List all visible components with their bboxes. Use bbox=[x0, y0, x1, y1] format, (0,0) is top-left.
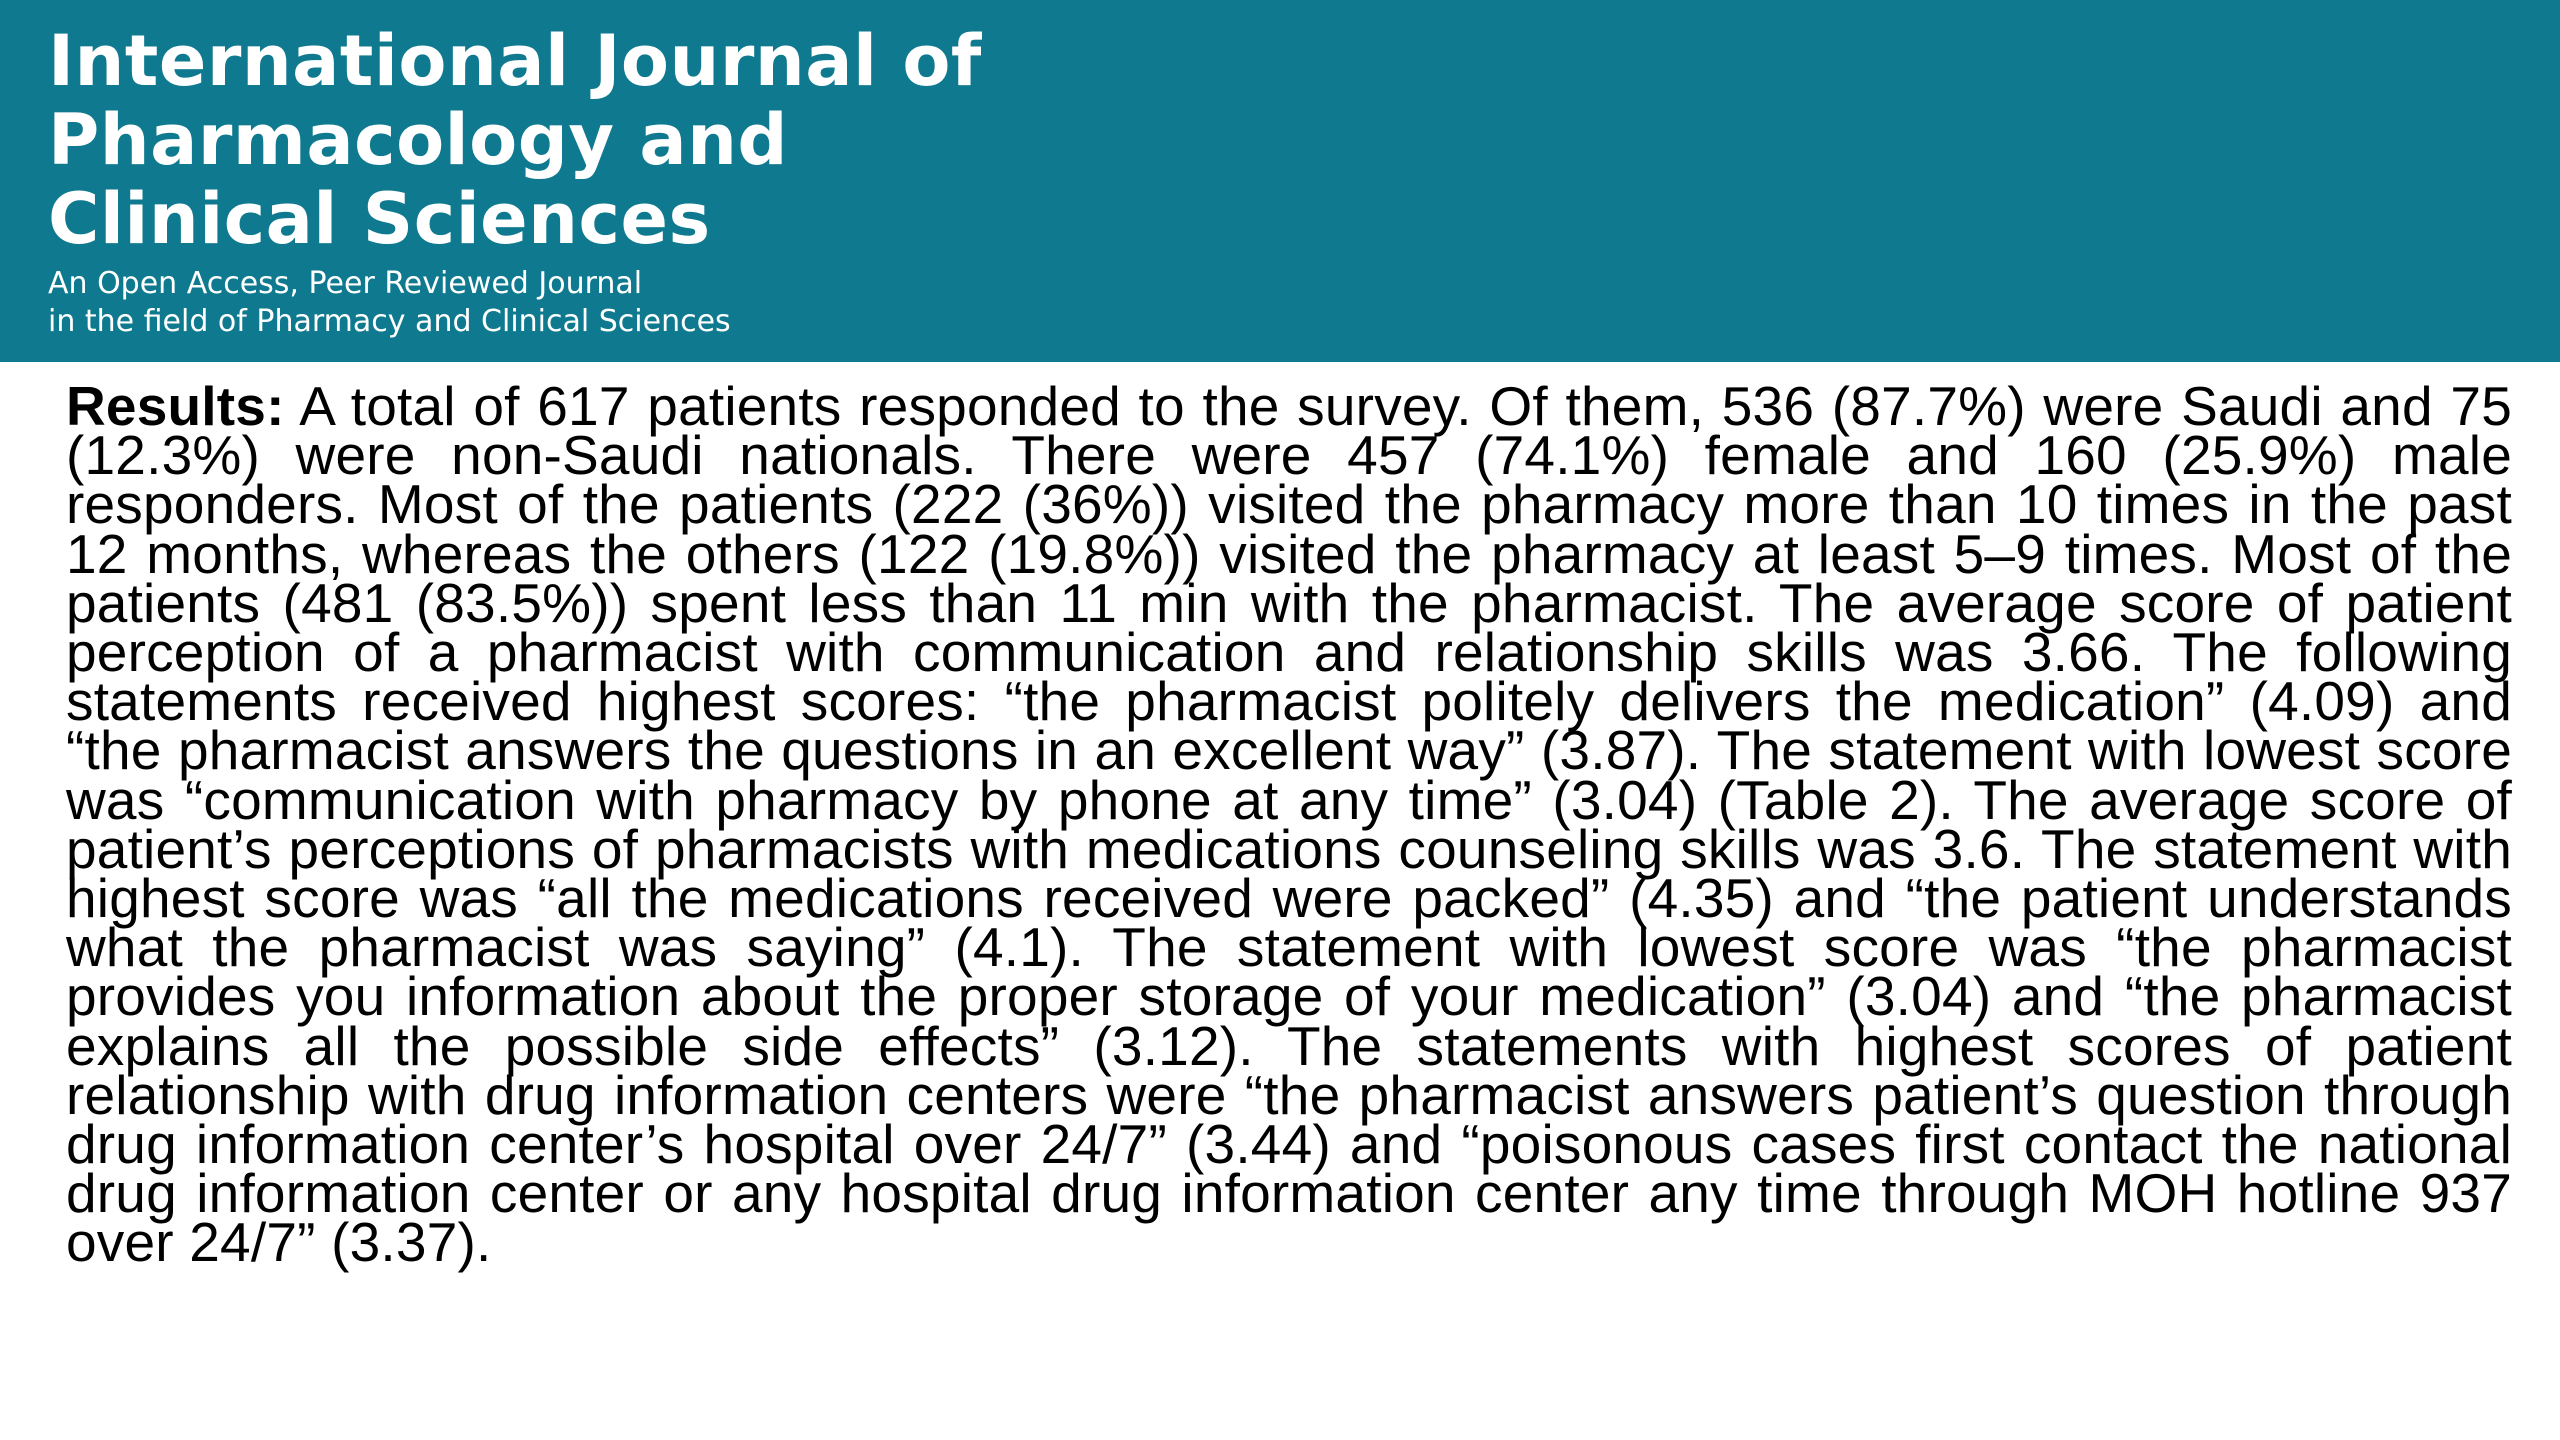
journal-banner bbox=[0, 0, 2560, 362]
results-paragraph bbox=[66, 375, 2512, 1274]
journal-title-line: Pharmacology and bbox=[48, 99, 789, 181]
journal-tagline bbox=[48, 265, 731, 341]
journal-tagline-line: in the field of Pharmacy and Clinical Sciences bbox=[48, 304, 731, 339]
results-text: A total of 617 patients responded to the survey. Of them, 536 (87.7%) were Saudi and 75 (12.3%) were non-Saudi nationals. There were 457 (74.1%) female and 160 (25.9%) male responders. Most of the patients (222 (36%)) visited the pharmacy more than 10 times in the past 12 months, whereas the others (122 (19.8%)) visited the pharmacy at least 5–9 times. Most of the patients (481 (83.5%)) spent less than 11 min with the pharmacist. The average score of patient perception of a pharmacist with communication and relationship skills was 3.66. The following statements received highest scores: “the pharmacist politely delivers the medication” (4.09) and “the pharmacist answers the questions in an excellent way” (3.87). The statement with lowest score was “communication with pharmacy by phone at any time” (3.04) (Table 2). The average score of patient’s perceptions of pharmacists with medications counseling skills was 3.6. The statement with highest score was “all the medications received were packed” (4.35) and “the patient understands what the pharmacist was saying” (4.1). The statement with lowest score was “the pharmacist provides you information about the proper storage of your medication” (3.04) and “the pharmacist explains all the possible side effects” (3.12). The statements with highest scores of patient relationship with drug information centers were “the pharmacist answers patient’s question through drug information center’s hospital over 24/7” (3.44) and “poisonous cases first contact the national drug information center or any hospital drug information center any time through MOH hotline 937 over 24/7” (3.37). bbox=[66, 375, 2512, 1274]
results-label: Results: bbox=[66, 375, 285, 437]
journal-title-line: Clinical Sciences bbox=[48, 178, 711, 260]
journal-title bbox=[48, 22, 982, 259]
journal-tagline-line: An Open Access, Peer Reviewed Journal bbox=[48, 266, 643, 301]
journal-title-line: International Journal of bbox=[48, 20, 982, 102]
